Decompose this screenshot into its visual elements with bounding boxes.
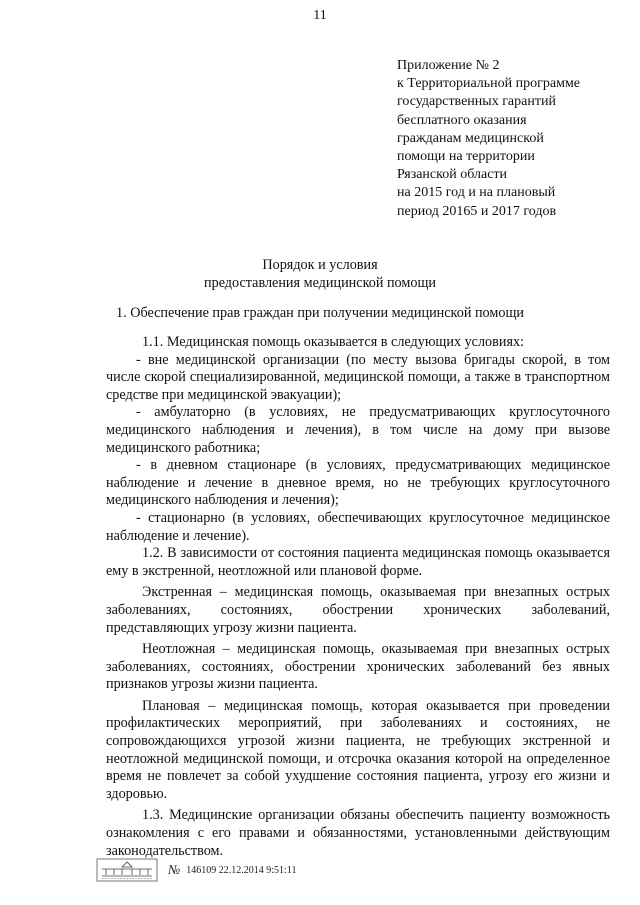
paragraph: Неотложная – медицинская помощь, оказываемая при внезапных острых заболеваниях, состояниях, обострении хронических заболеваний без явных признаков угрозы жизни пациента. <box>106 641 610 693</box>
list-item: - амбулаторно (в условиях, не предусматривающих круглосуточного медицинского наблюдения и лечения), в том числе на дому при вызове медицинского работника; <box>106 404 610 456</box>
annex-line: Рязанской области <box>397 167 508 183</box>
annex-line: гражданам медицинской <box>397 130 544 146</box>
paragraph: Экстренная – медицинская помощь, оказываемая при внезапных острых заболеваниях, состояниях, обострении хронических заболеваний, представляющих угрозу жизни пациента. <box>106 584 610 636</box>
title-line-1: Порядок и условия <box>262 257 378 273</box>
list-item: - стационарно (в условиях, обеспечивающих круглосуточное медицинское наблюдение и лечение). <box>106 509 610 544</box>
list-item: - вне медицинской организации (по месту вызова бригады скорой, в том числе скорой специализированной, медицинской помощи, а также в транспортном средстве при медицинской эвакуации); <box>106 351 610 403</box>
title-line-2: предоставления медицинской помощи <box>204 275 436 291</box>
paragraph: 1.1. Медицинская помощь оказывается в следующих условиях: <box>142 334 525 350</box>
section-heading: 1. Обеспечение прав граждан при получении медицинской помощи <box>116 305 524 321</box>
annex-line: на 2015 год и на плановый <box>397 185 556 201</box>
paragraph: 1.2. В зависимости от состояния пациента медицинская помощь оказывается ему в экстренной, неотложной или плановой форме. <box>106 545 610 579</box>
annex-line: к Территориальной программе <box>397 76 581 92</box>
annex-line: государственных гарантий <box>397 94 556 110</box>
list-item: - в дневном стационаре (в условиях, предусматривающих медицинское наблюдение и лечение в дневное время, но не требующих круглосуточного медицинского наблюдения и лечения); <box>106 457 610 509</box>
page-number: 11 <box>313 8 327 23</box>
annex-header <box>397 57 632 221</box>
annex-line: Приложение № 2 <box>397 58 500 73</box>
government-building-logo-icon <box>96 858 158 882</box>
paragraph: 1.3. Медицинские организации обязаны обеспечить пациенту возможность ознакомления с его правами и обязанностями, установленными действующим законодательством. <box>106 807 610 859</box>
annex-line: помощи на территории <box>397 149 535 165</box>
document-body <box>106 334 610 860</box>
annex-line: период 20165 и 2017 годов <box>397 203 557 219</box>
document-title <box>0 256 640 292</box>
document-stamp: 146109 22.12.2014 9:51:11 <box>186 864 297 876</box>
paragraph: Плановая – медицинская помощь, которая оказывается при проведении профилактических мероприятий, при заболеваниях и состояниях, не сопровождающихся угрозой жизни пациента, не требующих экстренной и неотложной медицинской помощи, и отсрочка оказания которой на определенное время не повлечет за собой ухудшение состояния пациента, угрозу его жизни и здоровью. <box>106 697 610 802</box>
annex-line: бесплатного оказания <box>397 112 527 128</box>
document-footer <box>96 858 296 882</box>
number-sign: № <box>168 862 181 877</box>
